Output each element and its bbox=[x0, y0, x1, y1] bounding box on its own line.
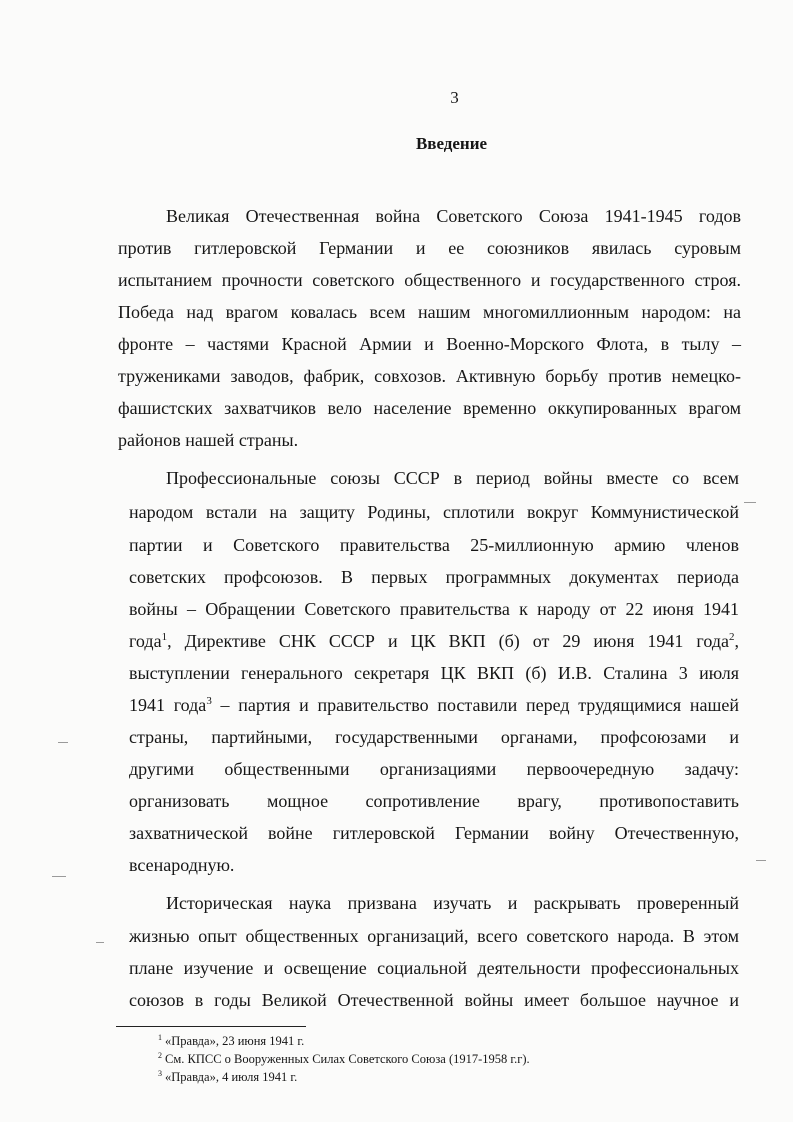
text-line-with-footnotes: года$^1$, Директиве СНК СССР и ЦК ВКП (б) от 29 июня 1941 года$^2$, bbox=[129, 631, 739, 651]
text-line: Историческая наука призвана изучать и раскрывать проверенный bbox=[166, 893, 739, 913]
text-line: выступлении генерального секретаря ЦК ВКП (б) И.В. Сталина 3 июля bbox=[129, 663, 739, 683]
scan-speck bbox=[52, 876, 66, 877]
text-line: Профессиональные союзы СССР в период войны вместе со всем bbox=[166, 468, 739, 488]
text-line-with-footnote: 1941 года$^3$ – партия и правительство поставили перед трудящимися нашей bbox=[129, 695, 739, 715]
text-line: испытанием прочности советского общественного и государственного строя. bbox=[118, 270, 741, 290]
page-number: 3 bbox=[450, 88, 459, 107]
text-line: войны – Обращении Советского правительства к народу от 22 июня 1941 bbox=[129, 599, 739, 619]
text-line: союзов в годы Великой Отечественной войны имеет большое научное и bbox=[129, 990, 739, 1010]
text-line: фронте – частями Красной Армии и Военно-Морского Флота, в тылу – bbox=[118, 334, 741, 354]
text-line: Победа над врагом ковалась всем нашим многомиллионным народом: на bbox=[118, 302, 741, 322]
text-line: партии и Советского правительства 25-миллионную армию членов bbox=[129, 535, 739, 555]
text-line: захватнической войне гитлеровской Германии войну Отечественную, bbox=[129, 823, 739, 843]
footnote: $^3$ «Правда», 4 июля 1941 г. bbox=[158, 1068, 298, 1084]
text-line: районов нашей страны. bbox=[118, 430, 299, 450]
footnote-ref: 1 bbox=[161, 631, 168, 643]
section-heading: Введение bbox=[415, 134, 488, 153]
scan-speck bbox=[96, 942, 104, 943]
text-line: всенародную. bbox=[129, 855, 235, 875]
text-line: другими общественными организациями первоочередную задачу: bbox=[129, 759, 739, 779]
scan-speck bbox=[756, 860, 766, 861]
scan-speck bbox=[58, 742, 68, 743]
text-line: советских профсоюзов. В первых программных документах периода bbox=[129, 567, 739, 587]
text-line: фашистских захватчиков вело население временно оккупированных врагом bbox=[118, 398, 741, 418]
footnote-ref: 2 bbox=[729, 631, 735, 643]
text-line: жизнью опыт общественных организаций, всего советского народа. В этом bbox=[129, 926, 739, 946]
text-line: страны, партийными, государственными органами, профсоюзами и bbox=[129, 727, 739, 747]
text-line: организовать мощное сопротивление врагу, противопоставить bbox=[129, 791, 739, 811]
text-line: народом встали на защиту Родины, сплотили вокруг Коммунистической bbox=[129, 502, 739, 522]
scan-speck bbox=[744, 502, 756, 503]
text-line: против гитлеровской Германии и ее союзников явилась суровым bbox=[118, 238, 741, 258]
footnote-ref: 3 bbox=[206, 695, 212, 707]
text-line: Великая Отечественная война Советского Союза 1941-1945 годов bbox=[166, 206, 741, 226]
text-line: плане изучение и освещение социальной деятельности профессиональных bbox=[129, 958, 739, 978]
footnote-separator bbox=[116, 1026, 306, 1027]
footnote: $^1$ «Правда», 23 июня 1941 г. bbox=[158, 1032, 305, 1048]
text-line: тружениками заводов, фабрик, совхозов. Активную борьбу против немецко- bbox=[118, 366, 741, 386]
footnote: $^2$ См. КПСС о Вооруженных Силах Советского Союза (1917-1958 г.г). bbox=[158, 1050, 530, 1066]
